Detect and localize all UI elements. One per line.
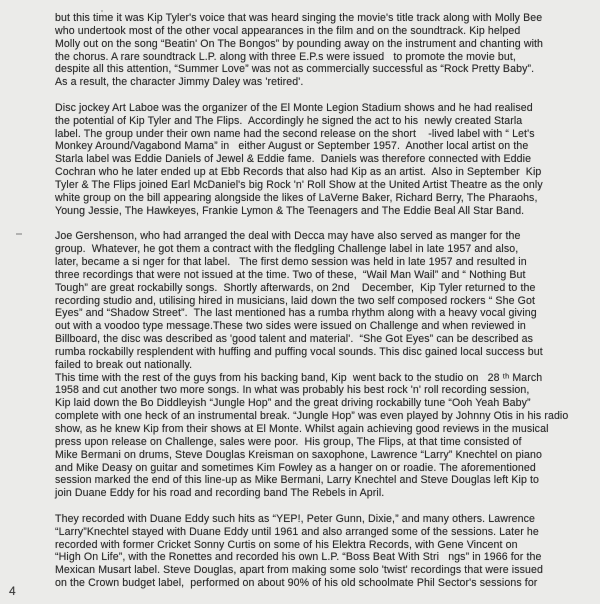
text-line: show, as he knew Kip from their shows at El Monte. Whilst again achieving good reviews in the musical — [55, 423, 549, 435]
paragraph — [55, 513, 595, 590]
text-line: white group on the bill appearing alongside the likes of LaVerne Baker, Richard Berry, The Pharaohs, — [55, 191, 538, 204]
text-line: recorded with former Cricket Sonny Curtis on some of his Elektra Records, with Gene Vincent on — [55, 538, 518, 551]
text-line: Eyes” and “Shadow Street”. The last mentioned has a rumba rhythm along with a heavy vocal giving — [55, 307, 537, 320]
paragraph — [55, 12, 595, 89]
text-line: Monkey Around/Vagabond Mama” in either August or September 1957. Another local artist on the — [55, 140, 529, 153]
body-text — [55, 12, 595, 590]
text-line: Kip laid down the Bo Diddleyish “Jungle Hop” and the great driving rockabilly tune “Ooh Yeah Baby” — [55, 397, 531, 410]
text-line: group. Whatever, he got them a contract with the fledgling Challenge label in late 1957 and also, — [55, 243, 519, 256]
text-line: Cochran who he later ended up at Ebb Records that also had Kip as an artist. Also in September Kip — [55, 166, 542, 179]
text-line: This time with the rest of the guys from his backing band, Kip went back to the studio on 28 ᵗʰ March — [55, 371, 543, 384]
text-line: the potential of Kip Tyler and The Flips. Accordingly he signed the act to his newly created Starla — [55, 114, 523, 127]
text-line: label. The group under their own name had the second release on the short -lived label with “ Let's — [55, 127, 535, 140]
text-line: Mexican Musart label. Steve Douglas, apart from making some solo 'twist' recordings that were issued — [55, 564, 544, 577]
text-line: but this time it was Kip Tyler's voice that was heard singing the movie's title track along with Molly Bee — [55, 12, 543, 24]
scan-artifact-speck — [101, 10, 103, 12]
text-line: As a result, the character Jimmy Daley was 'retired'. — [55, 76, 304, 89]
text-line: “Larry”Knechtel stayed with Duane Eddy until 1961 and also arranged some of the sessions. Later he — [55, 525, 539, 538]
text-line: Billboard, the disc was described as 'good talent and material'. “She Got Eyes” can be described as — [55, 333, 534, 346]
text-line: Tough” are great rockabilly songs. Shortly afterwards, on 2nd December, Kip Tyler returned to the — [55, 281, 536, 294]
text-line: Molly out on the song “Beatin' On The Bongos” by pounding away on the instrument and chanting with — [55, 37, 544, 50]
text-line: Young Jessie, The Hawkeyes, Frankie Lymon & The Teenagers and The Eddie Beal All Star Band. — [55, 204, 525, 217]
text-line: Mike Bermani on drums, Steve Douglas Kreisman on saxophone, Lawrence “Larry” Knechtel on piano — [55, 448, 542, 461]
text-line: press upon release on Challenge, sales were poor. His group, The Flips, at that time consisted of — [55, 435, 522, 448]
text-line: who undertook most of the other vocal appearances in the film and on the soundtrack. Kip helped — [55, 24, 521, 37]
text-line: session marked the end of this line-up as Mike Bermani, Larry Knechtel and Steve Douglas left Kip to — [55, 474, 540, 487]
text-line: Joe Gershenson, who had arranged the deal with Decca may have also served as manger for the — [55, 230, 521, 243]
text-line: 1958 and cut another two more songs. In what was probably his best rock 'n' roll recording session, — [55, 384, 530, 397]
text-line: Starla label was Eddie Daniels of Jewel & Eddie fame. Daniels was therefore connected with Eddie — [55, 153, 532, 166]
scan-artifact-dash — [16, 233, 22, 235]
text-line: the chorus. A rare soundtrack L.P. along with three E.P.s were issued to promote the movie but, — [55, 50, 516, 63]
text-line: three recordings that were not issued at the time. Two of these, “Wail Man Wail” and “ Nothing But — [55, 268, 526, 281]
text-line: failed to break out nationally. — [55, 358, 193, 371]
text-line: join Duane Eddy for his road and recording band The Rebels in April. — [55, 487, 385, 500]
text-line: They recorded with Duane Eddy such hits as “YEP!, Peter Gunn, Dixie,” and many others. Lawrence — [55, 512, 535, 525]
text-line: on the Crown budget label, performed on about 90% of his old schoolmate Phil Sector's sessions for — [55, 577, 538, 590]
text-line: later, became a si nger for that label. The first demo session was held in late 1957 and resulted in — [55, 256, 527, 269]
paragraph — [55, 230, 595, 500]
text-line: “High On Life”, with the Ronettes and recorded his own L.P. “Boss Beat With Stri ngs” in 1966 for the — [55, 551, 542, 564]
text-line: despite all this attention, “Summer Love” was not as commercially successful as “Rock Pretty Baby”. — [55, 63, 535, 76]
text-line: Tyler & The Flips joined Earl McDaniel's big Rock 'n' Roll Show at the United Artist Theatre as the only — [55, 178, 543, 191]
text-line: and Mike Deasy on guitar and sometimes Kim Fowley as a hanger on or roadie. The aforementioned — [55, 461, 536, 474]
text-line: recording studio and, utilising hired in musicians, laid down the two self composed rockers “ She Got — [55, 294, 535, 307]
text-line: rumba rockabilly resplendent with huffing and puffing vocal sounds. This disc gained local success but — [55, 345, 543, 358]
text-line: complete with one heck of an instrumental break. “Jungle Hop” was even played by Johnny Otis in his radio — [55, 410, 569, 423]
text-line: out with a voodoo type message.These two sides were issued on Challenge and when reviewed in — [55, 320, 526, 333]
text-line: Disc jockey Art Laboe was the organizer of the El Monte Legion Stadium shows and he had realised — [55, 101, 533, 114]
paragraph — [55, 102, 595, 218]
page-number: 4 — [9, 584, 16, 598]
